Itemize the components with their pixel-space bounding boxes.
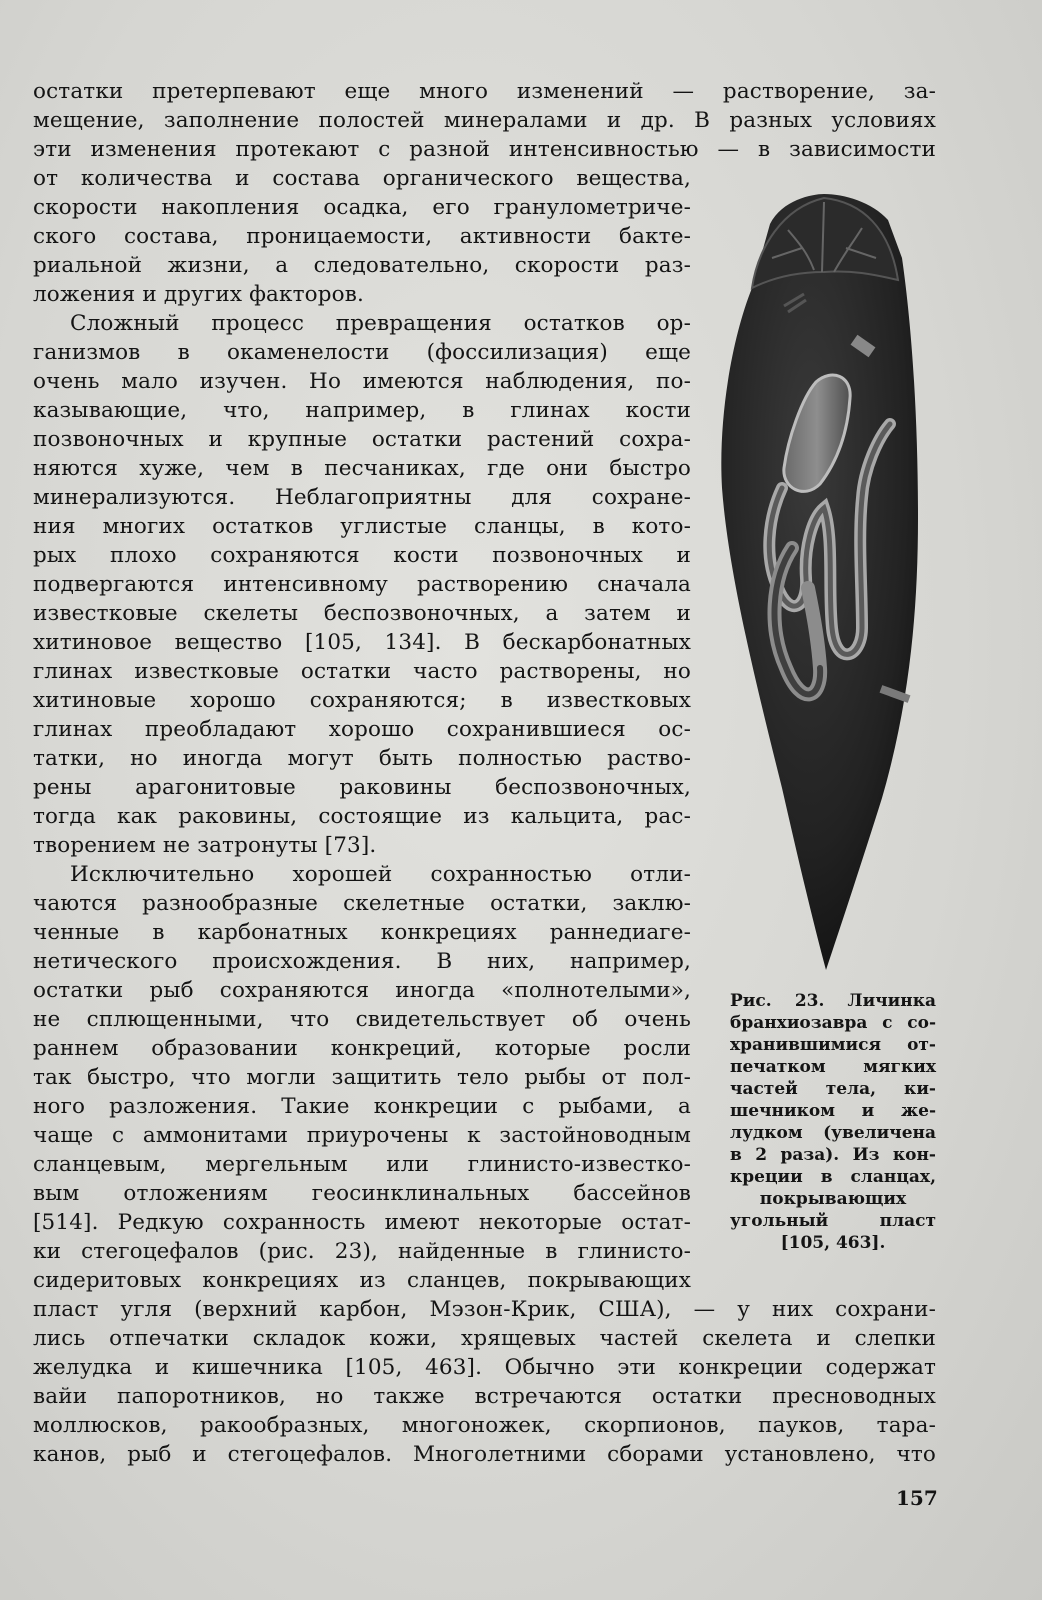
text-line: лись отпечатки складок кожи, хрящевых частей скелета и слепки <box>33 1326 936 1351</box>
text-line: мещение, заполнение полостей минералами и др. В разных условиях <box>33 108 936 133</box>
text-line: ского состава, проницаемости, активности бакте- <box>33 224 691 249</box>
text-line: глинах известковые остатки часто растворены, но <box>33 659 691 684</box>
text-line: няются хуже, чем в песчаниках, где они быстро <box>33 456 691 481</box>
text-line: глинах преобладают хорошо сохранившиеся ос- <box>33 717 691 742</box>
caption-line: покрывающих <box>759 1189 907 1209</box>
text-line: подвергаются интенсивному растворению сначала <box>33 572 691 597</box>
text-line: ганизмов в окаменелости (фоссилизация) еще <box>33 340 691 365</box>
caption-line: печатком мягких <box>730 1057 936 1077</box>
text-line: [514]. Редкую сохранность имеют некоторые остат- <box>33 1210 691 1235</box>
text-line: от количества и состава органического вещества, <box>33 166 691 191</box>
text-line: Исключительно хорошей сохранностью отли- <box>70 862 691 887</box>
text-line: риальной жизни, а следовательно, скорости раз- <box>33 253 691 278</box>
text-line: позвоночных и крупные остатки растений сохра- <box>33 427 691 452</box>
text-line: татки, но иногда могут быть полностью раство- <box>33 746 691 771</box>
text-line: ложения и других факторов. <box>33 282 364 307</box>
text-line: вым отложениям геосинклинальных бассейнов <box>33 1181 691 1206</box>
text-line: канов, рыб и стегоцефалов. Многолетними сборами установлено, что <box>33 1442 936 1467</box>
text-line: вайи папоротников, но также встречаются остатки пресноводных <box>33 1384 936 1409</box>
caption-line: хранившимися от- <box>730 1035 936 1055</box>
caption-line: в 2 раза). Из кон- <box>730 1145 936 1165</box>
text-line: чаются разнообразные скелетные остатки, заклю- <box>33 891 691 916</box>
fossil-body <box>721 194 918 970</box>
text-line: раннем образовании конкреций, которые росли <box>33 1036 691 1061</box>
text-line: Сложный процесс превращения остатков ор- <box>70 311 691 336</box>
caption-line: [105, 463]. <box>780 1233 886 1253</box>
caption-line: креции в сланцах, <box>730 1167 936 1187</box>
text-line: сидеритовых конкрециях из сланцев, покрывающих <box>33 1268 691 1293</box>
text-line: тогда как раковины, состоящие из кальцита, рас- <box>33 804 691 829</box>
text-line: ченные в карбонатных конкрециях раннедиаге- <box>33 920 691 945</box>
text-line: ного разложения. Такие конкреции с рыбами, а <box>33 1094 691 1119</box>
caption-line: бранхиозавра с со- <box>730 1013 936 1033</box>
text-line: так быстро, что могли защитить тело рыбы от пол- <box>33 1065 691 1090</box>
caption-line: угольный пласт <box>730 1211 936 1231</box>
text-line: хитиновое вещество [105, 134]. В бескарбонатных <box>33 630 691 655</box>
text-line: желудка и кишечника [105, 463]. Обычно эти конкреции содержат <box>33 1355 936 1380</box>
text-line: рены арагонитовые раковины беспозвоночных, <box>33 775 691 800</box>
text-line: нетического происхождения. В них, например, <box>33 949 691 974</box>
text-line: ки стегоцефалов (рис. 23), найденные в глинисто- <box>33 1239 691 1264</box>
text-line: казывающие, что, например, в глинах кости <box>33 398 691 423</box>
text-line: рых плохо сохраняются кости позвоночных и <box>33 543 691 568</box>
text-line: не сплющенными, что свидетельствует об очень <box>33 1007 691 1032</box>
caption-line: лудком (увеличена <box>730 1123 936 1143</box>
text-line: пласт угля (верхний карбон, Мэзон-Крик, США), — у них сохрани- <box>33 1297 936 1322</box>
caption-line: частей тела, ки- <box>730 1079 936 1099</box>
text-line: эти изменения протекают с разной интенсивностью — в зависимости <box>33 137 936 162</box>
text-line: чаще с аммонитами приурочены к застойноводным <box>33 1123 691 1148</box>
text-line: ния многих остатков углистые сланцы, в кото- <box>33 514 691 539</box>
text-line: известковые скелеты беспозвоночных, а затем и <box>33 601 691 626</box>
text-line: моллюсков, ракообразных, многоножек, скорпионов, пауков, тара- <box>33 1413 936 1438</box>
fossil-figure <box>712 188 928 978</box>
caption-line: Рис. 23. Личинка <box>730 991 936 1011</box>
text-line: хитиновые хорошо сохраняются; в известковых <box>33 688 691 713</box>
text-line: очень мало изучен. Но имеются наблюдения, по- <box>33 369 691 394</box>
text-line: минерализуются. Неблагоприятны для сохране- <box>33 485 691 510</box>
caption-line: шечником и же- <box>730 1101 936 1121</box>
text-line: сланцевым, мергельным или глинисто-известко- <box>33 1152 691 1177</box>
page-number: 157 <box>896 1486 938 1510</box>
text-line: творением не затронуты [73]. <box>33 833 377 858</box>
text-line: скорости накопления осадка, его гранулометриче- <box>33 195 691 220</box>
text-line: остатки претерпевают еще много изменений — растворение, за- <box>33 79 936 104</box>
text-line: остатки рыб сохраняются иногда «полнотелыми», <box>33 978 691 1003</box>
